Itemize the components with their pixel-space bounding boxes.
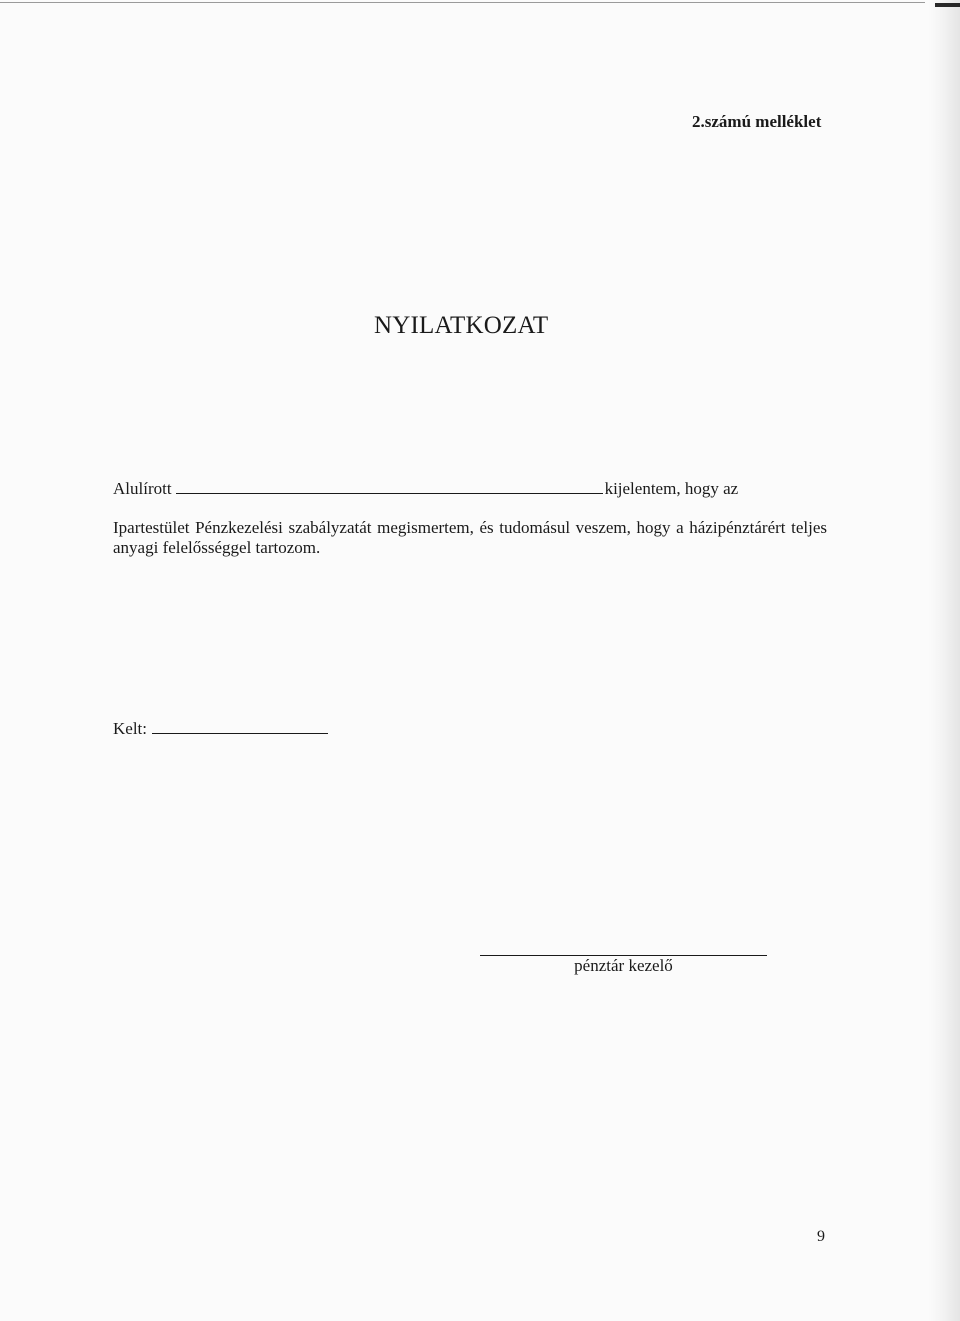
declaration-suffix: kijelentem, hogy az xyxy=(604,479,739,498)
page-number: 9 xyxy=(817,1228,825,1245)
signature-label: pénztár kezelő xyxy=(574,956,673,975)
name-blank-line xyxy=(176,492,603,494)
date-label: Kelt: xyxy=(113,719,147,738)
declaration-prefix: Alulírott xyxy=(113,479,172,498)
annex-label: 2.számú melléklet xyxy=(692,112,822,131)
document-title: NYILATKOZAT xyxy=(374,312,549,339)
date-field xyxy=(113,719,328,739)
scan-border-line xyxy=(0,2,925,3)
declaration-body: Ipartestület Pénzkezelési szabályzatát megismertem, és tudomásul veszem, hogy a házipénztárért teljes anyagi felelősséggel tartozom. xyxy=(113,518,827,557)
scan-page-edge-shadow xyxy=(928,0,960,1321)
declaration-first-line xyxy=(113,479,753,499)
date-blank-line xyxy=(152,733,328,734)
